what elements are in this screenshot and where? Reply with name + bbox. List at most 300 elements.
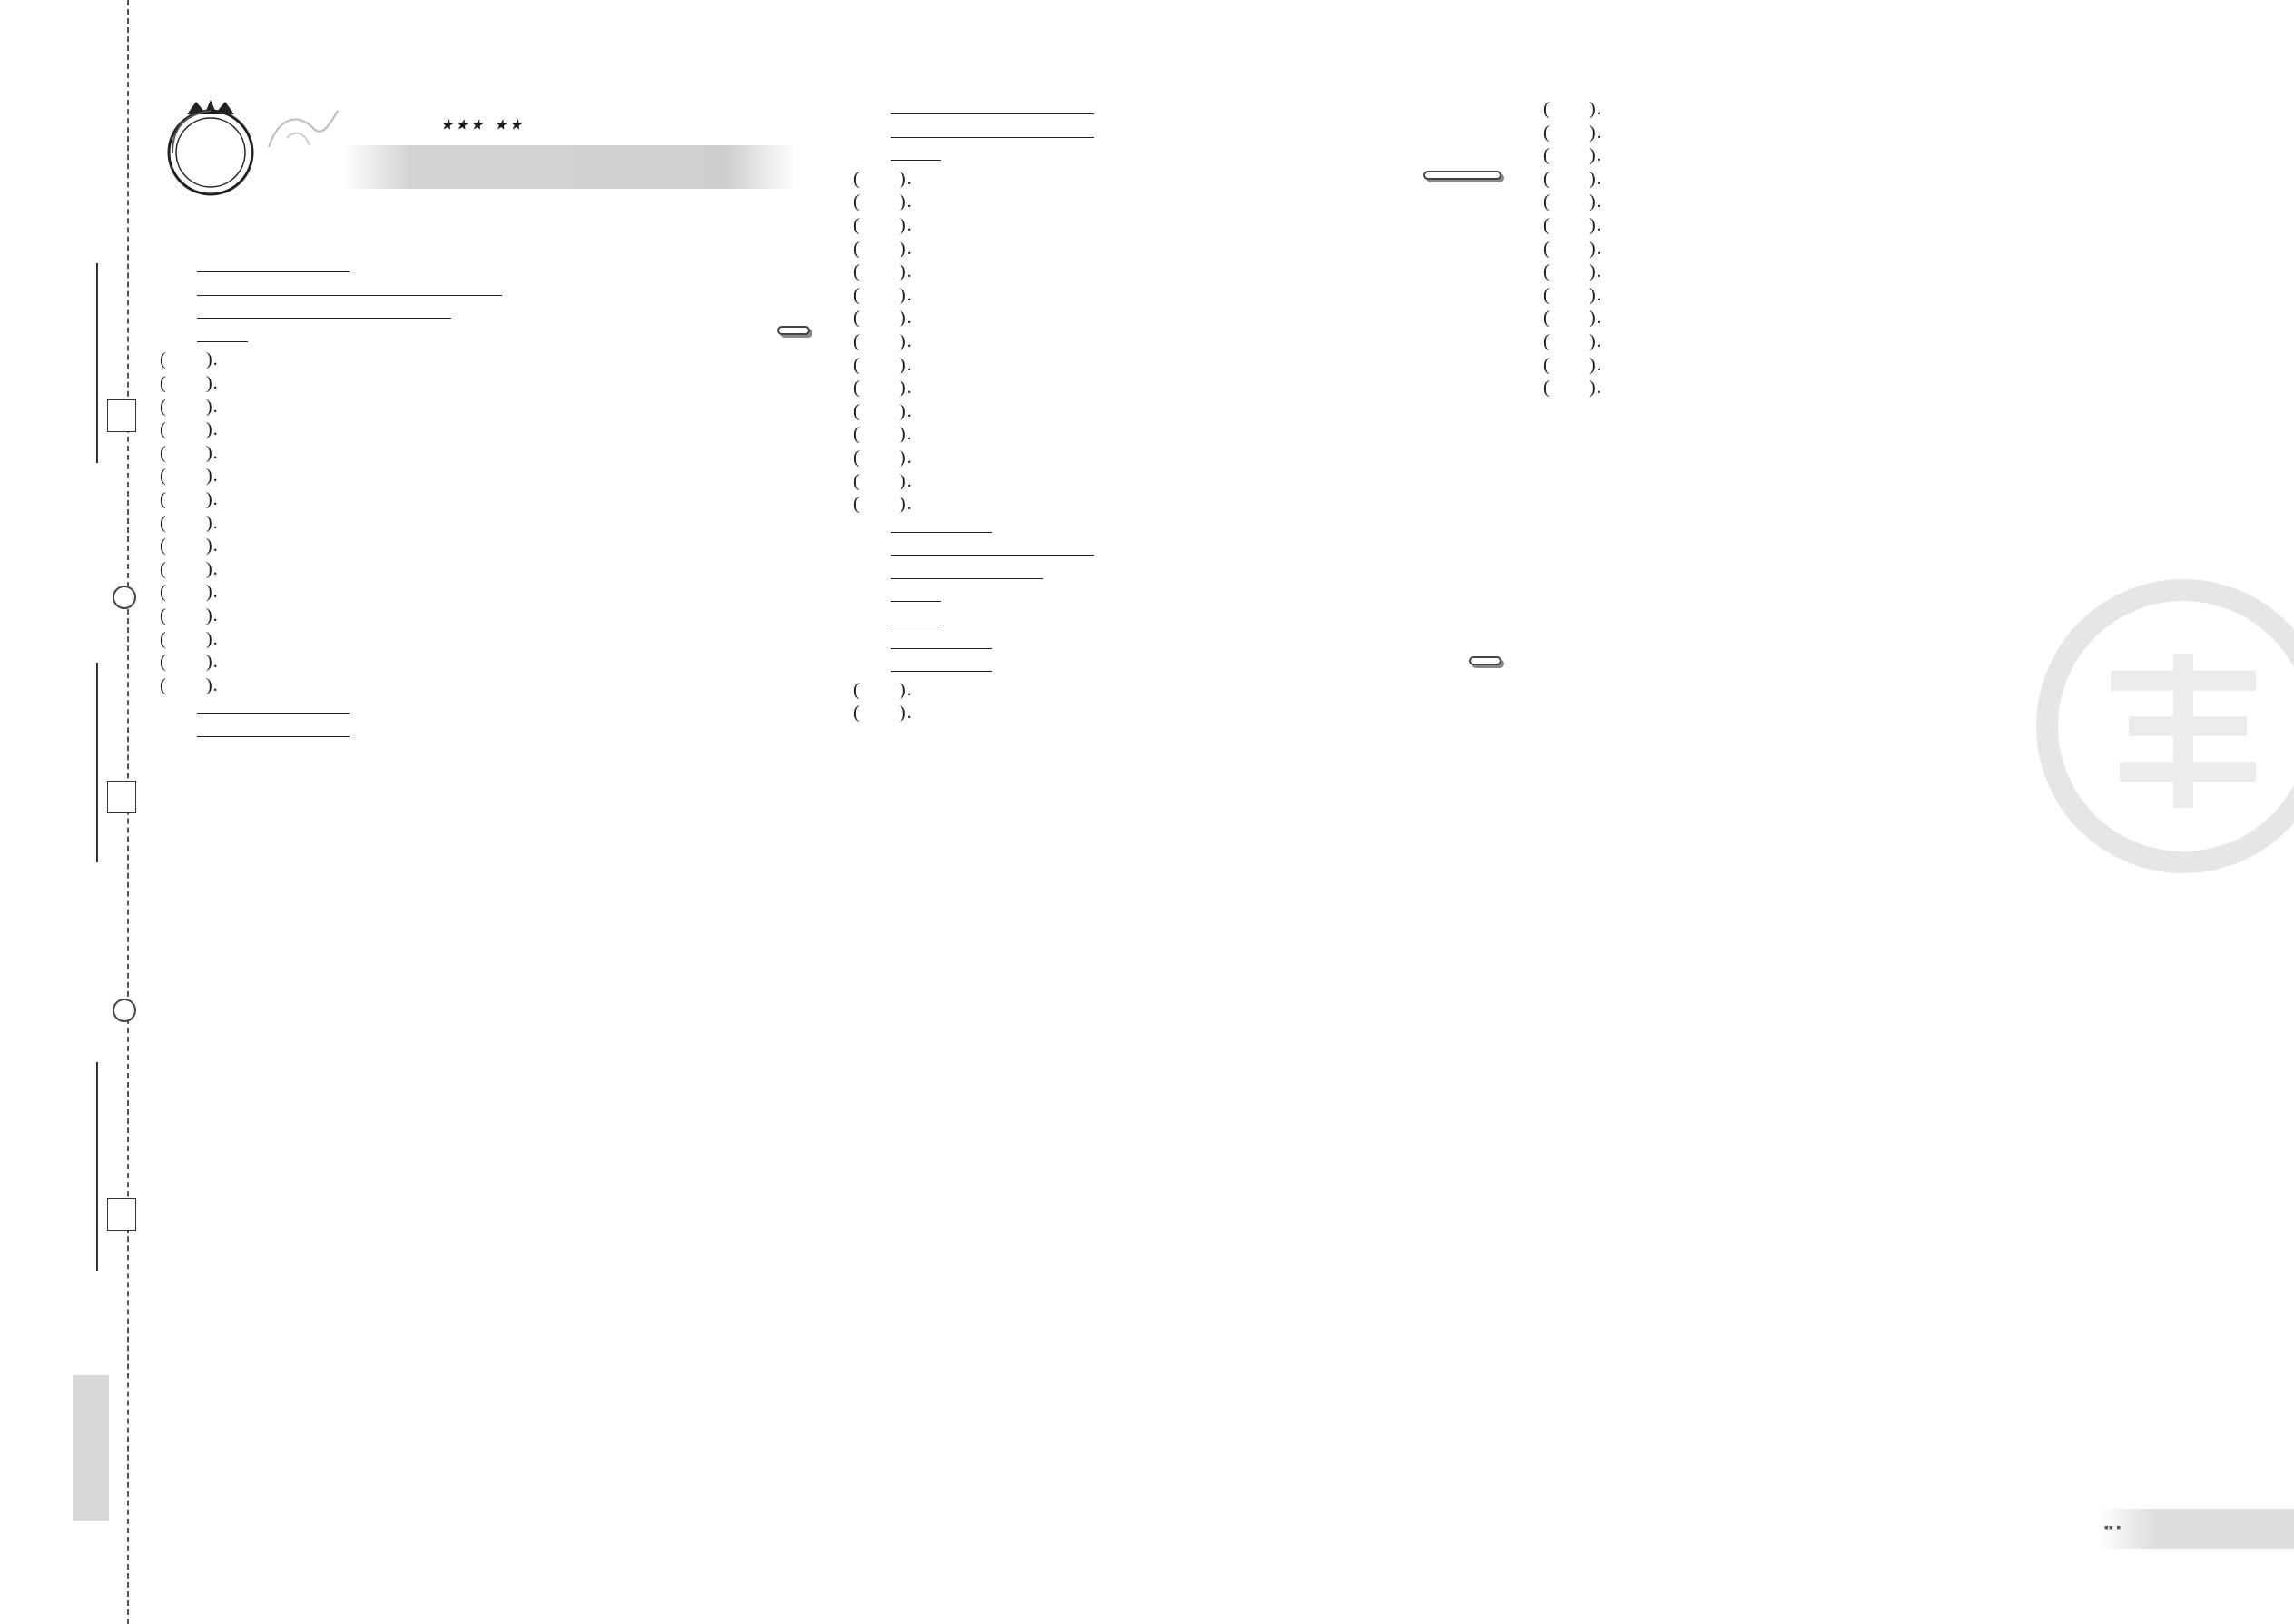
- option[interactable]: [1071, 284, 1216, 308]
- option: [1071, 238, 1216, 261]
- option[interactable]: [661, 349, 810, 372]
- option[interactable]: [523, 488, 661, 512]
- question-lead: [853, 238, 1071, 261]
- option[interactable]: [1354, 191, 1501, 214]
- question-number: [853, 214, 911, 238]
- option[interactable]: [1216, 238, 1354, 261]
- logo: [160, 98, 261, 200]
- number-dot: .: [1596, 214, 1601, 235]
- question-number: [1543, 168, 1601, 192]
- question-lead: [1543, 330, 1761, 354]
- option[interactable]: [523, 396, 661, 419]
- word-bank: [1423, 171, 1501, 180]
- question-number: [853, 493, 911, 517]
- option[interactable]: [523, 442, 661, 466]
- watermark-seal-icon: [2029, 572, 2294, 881]
- blank: [941, 578, 992, 579]
- blank: [299, 736, 350, 737]
- option[interactable]: [661, 512, 810, 536]
- option[interactable]: [661, 418, 810, 442]
- option[interactable]: [1071, 330, 1216, 354]
- option[interactable]: [1761, 377, 1906, 400]
- option[interactable]: [1354, 679, 1501, 703]
- question-lead: [853, 261, 1071, 284]
- option[interactable]: [1216, 261, 1354, 284]
- title-bar: [341, 145, 795, 189]
- number-dot: .: [1596, 378, 1601, 399]
- answer-bracket[interactable]: ( ): [1543, 214, 1597, 235]
- option[interactable]: [1761, 261, 1906, 284]
- option[interactable]: [523, 512, 661, 536]
- question-row: [1543, 354, 2195, 378]
- option[interactable]: [1216, 423, 1354, 447]
- question-lead: [160, 674, 378, 698]
- class-line: [96, 663, 98, 862]
- option[interactable]: [523, 558, 661, 582]
- option[interactable]: [1071, 168, 1216, 192]
- question-number: [160, 418, 218, 442]
- column-3: [1543, 98, 2195, 400]
- answer-bracket[interactable]: ( ): [160, 466, 213, 487]
- option[interactable]: [1761, 238, 1906, 261]
- option[interactable]: [2044, 307, 2195, 330]
- answer-bracket[interactable]: ( ): [853, 308, 907, 329]
- option[interactable]: [523, 418, 661, 442]
- answer-bracket[interactable]: ( ): [853, 261, 907, 282]
- answer-bracket[interactable]: ( ): [853, 400, 907, 421]
- option[interactable]: [523, 465, 661, 488]
- option[interactable]: [378, 465, 523, 488]
- paragraph: [853, 655, 1501, 679]
- option[interactable]: [378, 558, 523, 582]
- answer-bracket[interactable]: ( ): [1543, 378, 1597, 399]
- answer-bracket[interactable]: ( ): [160, 349, 213, 370]
- answer-bracket[interactable]: ( ): [853, 378, 907, 399]
- answer-bracket[interactable]: ( ): [160, 582, 213, 603]
- option[interactable]: [523, 605, 661, 628]
- option[interactable]: [1216, 400, 1354, 424]
- question-lead: [853, 493, 1071, 517]
- option[interactable]: [1906, 144, 2044, 168]
- question-lead: [1543, 191, 1761, 214]
- number-dot: .: [906, 400, 911, 421]
- option[interactable]: [1906, 261, 2044, 284]
- question-lead: [160, 465, 378, 488]
- answer-bracket[interactable]: ( ): [160, 558, 213, 579]
- answer-bracket[interactable]: ( ): [1543, 261, 1597, 282]
- option[interactable]: [1761, 307, 1906, 330]
- option[interactable]: [1216, 493, 1354, 517]
- question-row: [853, 307, 1501, 330]
- option[interactable]: [2044, 122, 2195, 145]
- option[interactable]: [661, 581, 810, 605]
- blank: [248, 318, 299, 319]
- answer-bracket[interactable]: ( ): [160, 674, 213, 695]
- question-number: [1543, 354, 1601, 378]
- question-row: [1543, 98, 2195, 122]
- option[interactable]: [661, 605, 810, 628]
- question-lead: [160, 628, 378, 652]
- option[interactable]: [661, 465, 810, 488]
- question-lead: [853, 284, 1071, 308]
- option[interactable]: [2044, 261, 2195, 284]
- option[interactable]: [1761, 214, 1906, 238]
- question-number: [1543, 144, 1601, 168]
- option[interactable]: [1906, 307, 2044, 330]
- question-row: [160, 512, 810, 536]
- answer-bracket[interactable]: ( ): [1543, 354, 1597, 375]
- answer-bracket[interactable]: ( ): [1543, 122, 1597, 143]
- blank: [400, 295, 451, 296]
- option[interactable]: [1761, 284, 1906, 308]
- option[interactable]: [2044, 98, 2195, 122]
- option[interactable]: [1216, 447, 1354, 470]
- paragraph: [160, 280, 810, 303]
- answer-bracket[interactable]: ( ): [160, 512, 213, 533]
- blank: [350, 295, 400, 296]
- option[interactable]: [2044, 354, 2195, 378]
- blank: [248, 736, 299, 737]
- number-dot: .: [1596, 238, 1601, 259]
- question-number: [853, 470, 911, 494]
- paragraph: [853, 122, 1501, 145]
- option[interactable]: [378, 651, 523, 674]
- answer-bracket[interactable]: ( ): [853, 168, 907, 189]
- question-lead: [1543, 307, 1761, 330]
- answer-bracket[interactable]: ( ): [853, 284, 907, 305]
- option[interactable]: [1354, 493, 1501, 517]
- blank: [197, 318, 248, 319]
- option[interactable]: [2044, 330, 2195, 354]
- paragraph: [160, 721, 810, 744]
- option[interactable]: [378, 396, 523, 419]
- option[interactable]: [2044, 214, 2195, 238]
- option[interactable]: [1216, 307, 1354, 330]
- answer-bracket[interactable]: ( ): [160, 605, 213, 625]
- option[interactable]: [661, 674, 810, 698]
- passage-b-questions: [853, 168, 1501, 517]
- option[interactable]: [1071, 354, 1216, 378]
- blank: [891, 137, 941, 138]
- option[interactable]: [1216, 168, 1354, 192]
- blank: [197, 341, 248, 342]
- option[interactable]: [1354, 702, 1501, 725]
- question-lead: [160, 488, 378, 512]
- number-dot: .: [212, 396, 218, 417]
- option[interactable]: [1216, 470, 1354, 494]
- number-dot: .: [1596, 168, 1601, 189]
- option[interactable]: [1216, 191, 1354, 214]
- answer-bracket[interactable]: ( ): [853, 470, 907, 491]
- option[interactable]: [523, 581, 661, 605]
- option[interactable]: [1906, 238, 2044, 261]
- logo-emblem-icon: [160, 98, 261, 200]
- option[interactable]: [378, 418, 523, 442]
- option[interactable]: [1216, 377, 1354, 400]
- star-icon: ★★★: [441, 118, 487, 133]
- question-number: [1543, 122, 1601, 145]
- option[interactable]: [378, 512, 523, 536]
- option: [1354, 238, 1501, 261]
- blank: [941, 555, 992, 556]
- binding-hole: [113, 999, 136, 1022]
- option[interactable]: [1354, 214, 1501, 238]
- question-row: [1543, 122, 2195, 145]
- option[interactable]: [378, 442, 523, 466]
- option[interactable]: [661, 558, 810, 582]
- question-number: [853, 330, 911, 354]
- question-lead: [1543, 354, 1761, 378]
- option[interactable]: [661, 651, 810, 674]
- option[interactable]: [2044, 191, 2195, 214]
- option[interactable]: [1071, 470, 1216, 494]
- question-number: [1543, 191, 1601, 214]
- option[interactable]: [661, 396, 810, 419]
- answer-bracket[interactable]: ( ): [853, 424, 907, 445]
- answer-bracket[interactable]: ( ): [853, 354, 907, 375]
- option[interactable]: [378, 605, 523, 628]
- blank: [299, 318, 350, 319]
- option[interactable]: [1906, 330, 2044, 354]
- question-row: [160, 674, 810, 698]
- answer-bracket[interactable]: ( ): [853, 679, 907, 700]
- option[interactable]: [2044, 168, 2195, 192]
- option[interactable]: [661, 372, 810, 396]
- option[interactable]: [1071, 377, 1216, 400]
- option[interactable]: [1761, 168, 1906, 192]
- option[interactable]: [2044, 144, 2195, 168]
- option[interactable]: [1354, 307, 1501, 330]
- option[interactable]: [1906, 191, 2044, 214]
- answer-bracket[interactable]: ( ): [853, 330, 907, 351]
- answer-bracket[interactable]: ( ): [160, 628, 213, 649]
- name-line: [96, 1062, 98, 1271]
- answer-bracket[interactable]: ( ): [853, 494, 907, 515]
- number-dot: .: [212, 349, 218, 370]
- option[interactable]: [1216, 702, 1354, 725]
- number-dot: .: [1596, 99, 1601, 119]
- blank: [299, 713, 350, 714]
- option[interactable]: [661, 442, 810, 466]
- number-dot: .: [212, 558, 218, 579]
- answer-bracket[interactable]: ( ): [1543, 99, 1597, 119]
- option[interactable]: [1071, 191, 1216, 214]
- option[interactable]: [1071, 214, 1216, 238]
- question-row: [1543, 307, 2195, 330]
- option[interactable]: [378, 581, 523, 605]
- blank: [1043, 113, 1094, 114]
- option[interactable]: [1906, 284, 2044, 308]
- answer-bracket[interactable]: ( ): [853, 238, 907, 259]
- question-number: [853, 168, 911, 192]
- answer-bracket[interactable]: ( ): [160, 652, 213, 673]
- question-number: [853, 354, 911, 378]
- answer-bracket[interactable]: ( ): [853, 192, 907, 212]
- question-row: [853, 284, 1501, 308]
- option[interactable]: [1216, 214, 1354, 238]
- passage-b-part2: [853, 98, 1501, 168]
- question-number: [160, 535, 218, 558]
- option[interactable]: [523, 651, 661, 674]
- option[interactable]: [1761, 330, 1906, 354]
- paragraph: [160, 302, 810, 326]
- answer-bracket[interactable]: ( ): [853, 703, 907, 723]
- option[interactable]: [1354, 377, 1501, 400]
- option[interactable]: [661, 628, 810, 652]
- school-line: [96, 263, 98, 463]
- question-number: [853, 238, 911, 261]
- question-row: [160, 465, 810, 488]
- passage-a-questions: [160, 349, 810, 697]
- question-number: [160, 372, 218, 396]
- number-dot: .: [212, 442, 218, 463]
- question-lead: [160, 581, 378, 605]
- question-number: [853, 377, 911, 400]
- number-dot: .: [1596, 354, 1601, 375]
- answer-bracket[interactable]: ( ): [1543, 192, 1597, 212]
- question-row: [1543, 238, 2195, 261]
- question-row: [160, 628, 810, 652]
- number-dot: .: [906, 238, 911, 259]
- answer-bracket[interactable]: ( ): [1543, 145, 1597, 166]
- number-dot: .: [1596, 122, 1601, 143]
- option[interactable]: [1906, 214, 2044, 238]
- question-lead: [853, 307, 1071, 330]
- option[interactable]: [1071, 423, 1216, 447]
- blank: [941, 113, 992, 114]
- answer-bracket[interactable]: ( ): [1543, 330, 1597, 351]
- answer-bracket[interactable]: ( ): [160, 419, 213, 440]
- option[interactable]: [1761, 354, 1906, 378]
- option[interactable]: [1071, 307, 1216, 330]
- paragraph: [160, 326, 810, 349]
- paragraph: [853, 586, 1501, 609]
- option[interactable]: [1216, 679, 1354, 703]
- answer-bracket[interactable]: ( ): [160, 372, 213, 393]
- option[interactable]: [523, 674, 661, 698]
- option[interactable]: [378, 535, 523, 558]
- option[interactable]: [1071, 493, 1216, 517]
- option[interactable]: [523, 372, 661, 396]
- question-lead: [853, 330, 1071, 354]
- blank: [197, 736, 248, 737]
- option[interactable]: [1354, 354, 1501, 378]
- option[interactable]: [1354, 284, 1501, 308]
- option[interactable]: [1906, 354, 2044, 378]
- answer-bracket[interactable]: ( ): [853, 214, 907, 235]
- option[interactable]: [1216, 354, 1354, 378]
- option[interactable]: [661, 535, 810, 558]
- seal-mark-line: [107, 399, 136, 432]
- option[interactable]: [1071, 447, 1216, 470]
- paragraph: [853, 609, 1501, 633]
- option[interactable]: [378, 674, 523, 698]
- blank: [891, 601, 941, 602]
- option[interactable]: [2044, 284, 2195, 308]
- blank: [891, 113, 941, 114]
- option[interactable]: [1071, 679, 1216, 703]
- question-lead: [1543, 98, 1761, 122]
- question-number: [160, 396, 218, 419]
- question-row: [160, 396, 810, 419]
- paragraph: [853, 539, 1501, 563]
- question-row: [1543, 168, 2195, 192]
- number-dot: .: [906, 447, 911, 468]
- blank: [248, 295, 299, 296]
- option[interactable]: [661, 488, 810, 512]
- answer-bracket[interactable]: ( ): [160, 536, 213, 556]
- number-dot: .: [906, 354, 911, 375]
- option[interactable]: [1761, 98, 1906, 122]
- option[interactable]: [523, 628, 661, 652]
- number-dot: .: [1596, 145, 1601, 166]
- answer-bracket[interactable]: ( ): [1543, 284, 1597, 305]
- option[interactable]: [378, 628, 523, 652]
- option[interactable]: [378, 488, 523, 512]
- question-number: [160, 605, 218, 628]
- number-dot: .: [906, 424, 911, 445]
- answer-bracket[interactable]: ( ): [853, 447, 907, 468]
- option[interactable]: [1354, 423, 1501, 447]
- option[interactable]: [1906, 377, 2044, 400]
- question-number: [160, 488, 218, 512]
- option[interactable]: [1354, 330, 1501, 354]
- question-lead: [1543, 214, 1761, 238]
- option[interactable]: [1354, 261, 1501, 284]
- option[interactable]: [523, 349, 661, 372]
- option[interactable]: [1761, 191, 1906, 214]
- option[interactable]: [1354, 470, 1501, 494]
- answer-bracket[interactable]: ( ): [1543, 238, 1597, 259]
- option[interactable]: [1071, 702, 1216, 725]
- question-row: [853, 238, 1501, 261]
- option[interactable]: [378, 349, 523, 372]
- answer-bracket[interactable]: ( ): [160, 396, 213, 417]
- answer-bracket[interactable]: ( ): [1543, 308, 1597, 329]
- option[interactable]: [2044, 238, 2195, 261]
- option[interactable]: [1216, 284, 1354, 308]
- answer-bracket[interactable]: ( ): [160, 442, 213, 463]
- option[interactable]: [1354, 400, 1501, 424]
- question-row: [160, 349, 810, 372]
- blank: [299, 295, 350, 296]
- question-lead: [853, 168, 1071, 192]
- option[interactable]: [2044, 377, 2195, 400]
- option[interactable]: [523, 535, 661, 558]
- option[interactable]: [378, 372, 523, 396]
- option[interactable]: [1071, 261, 1216, 284]
- number-dot: .: [212, 536, 218, 556]
- question-row: [160, 605, 810, 628]
- question-number: [1543, 98, 1601, 122]
- answer-bracket[interactable]: ( ): [1543, 168, 1597, 189]
- option[interactable]: [1906, 168, 2044, 192]
- answer-bracket[interactable]: ( ): [160, 488, 213, 509]
- number-dot: .: [212, 419, 218, 440]
- option[interactable]: [1906, 98, 2044, 122]
- option[interactable]: [1354, 168, 1413, 192]
- option[interactable]: [1216, 330, 1354, 354]
- blank: [941, 137, 992, 138]
- option[interactable]: [1354, 447, 1501, 470]
- question-lead: [853, 702, 1071, 725]
- number-dot: .: [906, 284, 911, 305]
- blank: [248, 713, 299, 714]
- option[interactable]: [1761, 144, 1906, 168]
- question-row: [1543, 284, 2195, 308]
- blank: [197, 295, 248, 296]
- option[interactable]: [1071, 400, 1216, 424]
